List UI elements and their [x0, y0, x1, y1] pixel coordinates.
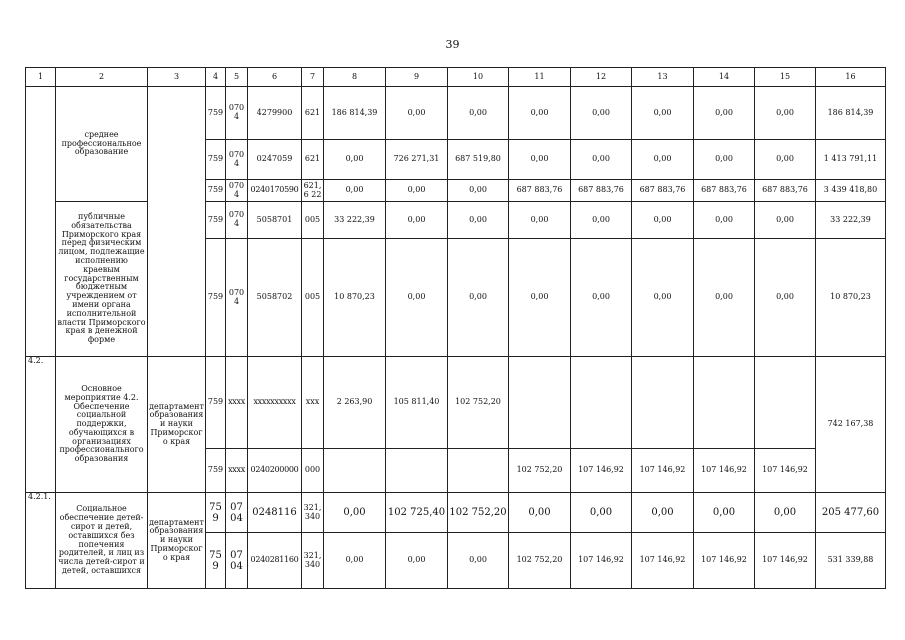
table-cell [386, 449, 448, 493]
header-cell: 3 [148, 68, 206, 87]
table-cell: 0,00 [386, 239, 448, 357]
column-number-row [26, 68, 886, 87]
table-cell: 0,00 [386, 533, 448, 589]
table-cell: 10 870,23 [816, 239, 886, 357]
table-cell: 726 271,31 [386, 140, 448, 180]
table-cell: 107 146,92 [694, 533, 755, 589]
table-cell: 687 519,80 [448, 140, 509, 180]
table-cell: 0240200000 [248, 449, 302, 493]
cell-spo-label: среднее профессиональное образование [56, 87, 148, 202]
header-cell: 4 [206, 68, 226, 87]
header-cell: 1 [26, 68, 56, 87]
page-number: 39 [445, 38, 460, 51]
table-cell: 759 [206, 493, 226, 533]
table-cell: 186 814,39 [324, 87, 386, 140]
table-cell: 0,00 [324, 533, 386, 589]
table-cell: 621 [302, 140, 324, 180]
table-cell: 000 [302, 449, 324, 493]
budget-table [25, 67, 886, 589]
table-row [26, 87, 886, 140]
table-cell: 0,00 [694, 140, 755, 180]
table-cell: 33 222,39 [324, 202, 386, 239]
responsible-executor: департамент образования и науки Приморского края [148, 493, 206, 589]
table-cell: 0,00 [324, 493, 386, 533]
table-cell [694, 357, 755, 449]
table-cell: 107 146,92 [755, 449, 816, 493]
table-cell: 5058701 [248, 202, 302, 239]
table-cell: 0,00 [509, 87, 571, 140]
table-cell [509, 357, 571, 449]
table-cell: 0,00 [632, 140, 694, 180]
table-cell: хххххххххх [248, 357, 302, 449]
table-cell: 0,00 [632, 493, 694, 533]
header-cell: 14 [694, 68, 755, 87]
item-number: 4.2.1. [26, 493, 56, 589]
table-cell: 0,00 [755, 493, 816, 533]
table-cell: 102 752,20 [448, 493, 509, 533]
table-cell: 33 222,39 [816, 202, 886, 239]
table-cell: 321, 340 [302, 533, 324, 589]
table-cell: 4279900 [248, 87, 302, 140]
table-cell: 0,00 [571, 239, 632, 357]
table-cell: 105 811,40 [386, 357, 448, 449]
cell-public-obligations-label: публичные обязательства Приморского края перед физическим лицом, подлежащие исполнению краевым государственным бюджетным учреждением от имени органа исполнительной власти Приморского края в денежной форме [56, 202, 148, 357]
table-cell: 107 146,92 [632, 449, 694, 493]
table-cell: 186 814,39 [816, 87, 886, 140]
table-cell: 687 883,76 [632, 180, 694, 202]
table-cell: 742 167,38 [816, 357, 886, 493]
table-cell [571, 357, 632, 449]
table-cell: 0,00 [324, 180, 386, 202]
table-cell: 107 146,92 [632, 533, 694, 589]
table-cell: 0704 [226, 239, 248, 357]
table-cell [448, 449, 509, 493]
table-cell: 0,00 [632, 239, 694, 357]
table-cell: 107 146,92 [694, 449, 755, 493]
table-cell: 0704 [226, 180, 248, 202]
activity-name: Социальное обеспечение детей-сирот и детей, оставшихся без попечения родителей, и лиц из числа детей-сирот и детей, оставшихся [56, 493, 148, 589]
table-cell: 621 [302, 87, 324, 140]
table-cell: 0,00 [509, 239, 571, 357]
table-cell: 0704 [226, 140, 248, 180]
table-cell: 0704 [226, 493, 248, 533]
item-number: 4.2. [26, 357, 56, 493]
table-cell: 107 146,92 [571, 533, 632, 589]
table-cell: 102 725,40 [386, 493, 448, 533]
table-cell [324, 449, 386, 493]
table-cell: 0240281160 [248, 533, 302, 589]
table-cell: 0,00 [571, 202, 632, 239]
table-cell: 0,00 [448, 180, 509, 202]
header-cell: 15 [755, 68, 816, 87]
table-cell: 0,00 [448, 87, 509, 140]
table-cell: 102 752,20 [509, 449, 571, 493]
table-cell: 102 752,20 [509, 533, 571, 589]
table-cell: 0,00 [509, 493, 571, 533]
table-cell: 759 [206, 533, 226, 589]
table-cell: 687 883,76 [694, 180, 755, 202]
activity-name: Основное мероприятие 4.2. Обеспечение социальной поддержки, обучающихся в организациях профессионального образования [56, 357, 148, 493]
responsible-executor: департамент образования и науки Приморского края [148, 357, 206, 493]
table-cell: 0,00 [386, 202, 448, 239]
table-cell: 687 883,76 [509, 180, 571, 202]
table-cell: 0704 [226, 87, 248, 140]
table-row [26, 357, 886, 449]
table-cell: 005 [302, 239, 324, 357]
table-cell: 0,00 [694, 87, 755, 140]
table-cell: хххх [226, 357, 248, 449]
table-cell: 0,00 [755, 87, 816, 140]
table-cell: 102 752,20 [448, 357, 509, 449]
table-cell: 0247059 [248, 140, 302, 180]
table-cell: ххх [302, 357, 324, 449]
table-cell: 759 [206, 202, 226, 239]
table-cell: 0,00 [755, 202, 816, 239]
cell-c1-empty [26, 87, 56, 357]
table-cell: 0,00 [386, 87, 448, 140]
table-cell: 0,00 [448, 533, 509, 589]
table-cell: 2 263,90 [324, 357, 386, 449]
header-cell: 5 [226, 68, 248, 87]
table-cell: 321, 340 [302, 493, 324, 533]
table-cell: 0,00 [386, 180, 448, 202]
table-cell: 3 439 418,80 [816, 180, 886, 202]
table-cell: 10 870,23 [324, 239, 386, 357]
table-cell: 0,00 [448, 202, 509, 239]
table-cell: 759 [206, 239, 226, 357]
table-cell: 759 [206, 449, 226, 493]
table-row [26, 493, 886, 533]
table-cell: 759 [206, 180, 226, 202]
table-cell: 0240170590 [248, 180, 302, 202]
table-cell: 0,00 [571, 493, 632, 533]
table-cell: 107 146,92 [571, 449, 632, 493]
table-cell: 0,00 [509, 140, 571, 180]
header-cell: 11 [509, 68, 571, 87]
table-cell: 759 [206, 87, 226, 140]
table-cell: 621,6 22 [302, 180, 324, 202]
table-cell: 0248116 [248, 493, 302, 533]
table-cell: 0,00 [571, 87, 632, 140]
table-cell: 0,00 [448, 239, 509, 357]
cell-c3-empty [148, 87, 206, 357]
table-cell: 759 [206, 357, 226, 449]
table-cell: 759 [206, 140, 226, 180]
table-cell: 0,00 [571, 140, 632, 180]
table-cell: 0,00 [694, 493, 755, 533]
table-cell: 205 477,60 [816, 493, 886, 533]
table-cell: 0704 [226, 533, 248, 589]
table-cell: 107 146,92 [755, 533, 816, 589]
header-cell: 6 [248, 68, 302, 87]
table-cell: 531 339,88 [816, 533, 886, 589]
table-cell: 687 883,76 [571, 180, 632, 202]
header-cell: 13 [632, 68, 694, 87]
table-cell: 0,00 [509, 202, 571, 239]
table-cell: 1 413 791,11 [816, 140, 886, 180]
table-cell [632, 357, 694, 449]
header-cell: 8 [324, 68, 386, 87]
header-cell: 9 [386, 68, 448, 87]
header-cell: 2 [56, 68, 148, 87]
table-cell: 0,00 [755, 239, 816, 357]
table-cell: 0704 [226, 202, 248, 239]
table-cell: 5058702 [248, 239, 302, 357]
table-cell: 0,00 [694, 239, 755, 357]
table-cell: 0,00 [632, 202, 694, 239]
table-cell: 005 [302, 202, 324, 239]
table-cell: 687 883,76 [755, 180, 816, 202]
header-cell: 7 [302, 68, 324, 87]
table-cell [755, 357, 816, 449]
header-cell: 10 [448, 68, 509, 87]
table-cell: 0,00 [755, 140, 816, 180]
table-cell: хххх [226, 449, 248, 493]
header-cell: 16 [816, 68, 886, 87]
header-cell: 12 [571, 68, 632, 87]
table-cell: 0,00 [632, 87, 694, 140]
table-cell: 0,00 [324, 140, 386, 180]
table-cell: 0,00 [694, 202, 755, 239]
